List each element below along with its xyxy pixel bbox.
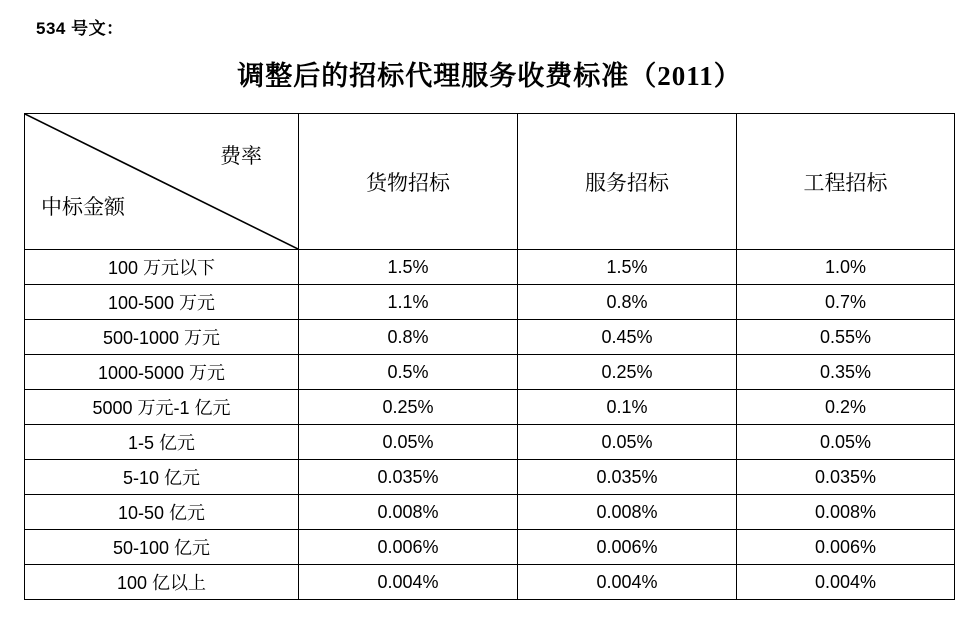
header-column-works: 工程招标 <box>737 114 955 250</box>
row-label: 10-50 亿元 <box>25 495 299 530</box>
cell-services: 1.5% <box>518 250 737 285</box>
row-label: 50-100 亿元 <box>25 530 299 565</box>
cell-services: 0.45% <box>518 320 737 355</box>
header-rate-label: 费率 <box>220 144 262 168</box>
cell-goods: 1.5% <box>299 250 518 285</box>
table-row <box>25 565 955 600</box>
row-label: 5000 万元-1 亿元 <box>25 390 299 425</box>
row-label: 100 亿以上 <box>25 565 299 600</box>
header-column-services: 服务招标 <box>518 114 737 250</box>
cell-works: 1.0% <box>737 250 955 285</box>
cell-goods: 0.05% <box>299 425 518 460</box>
table-row <box>25 355 955 390</box>
row-label: 500-1000 万元 <box>25 320 299 355</box>
cell-works: 0.008% <box>737 495 955 530</box>
cell-works: 0.7% <box>737 285 955 320</box>
cell-goods: 0.8% <box>299 320 518 355</box>
row-label: 100-500 万元 <box>25 285 299 320</box>
cell-goods: 0.035% <box>299 460 518 495</box>
table-row <box>25 320 955 355</box>
cell-works: 0.006% <box>737 530 955 565</box>
cell-goods: 1.1% <box>299 285 518 320</box>
cell-services: 0.006% <box>518 530 737 565</box>
cell-services: 0.05% <box>518 425 737 460</box>
row-label: 1-5 亿元 <box>25 425 299 460</box>
cell-services: 0.8% <box>518 285 737 320</box>
table-row <box>25 460 955 495</box>
table-header-row <box>25 114 955 250</box>
cell-services: 0.004% <box>518 565 737 600</box>
header-corner-cell <box>25 114 299 250</box>
cell-services: 0.25% <box>518 355 737 390</box>
cell-goods: 0.25% <box>299 390 518 425</box>
document-reference: 534 号文： <box>36 19 124 38</box>
cell-services: 0.008% <box>518 495 737 530</box>
cell-goods: 0.006% <box>299 530 518 565</box>
fee-standard-table-container <box>24 113 954 600</box>
table-row <box>25 250 955 285</box>
cell-works: 0.55% <box>737 320 955 355</box>
cell-works: 0.2% <box>737 390 955 425</box>
table-row <box>25 530 955 565</box>
cell-services: 0.1% <box>518 390 737 425</box>
row-label: 1000-5000 万元 <box>25 355 299 390</box>
cell-works: 0.05% <box>737 425 955 460</box>
cell-works: 0.35% <box>737 355 955 390</box>
page-title: 调整后的招标代理服务收费标准（2011） <box>237 61 742 91</box>
diagonal-divider-icon <box>25 114 298 249</box>
cell-services: 0.035% <box>518 460 737 495</box>
table-row <box>25 285 955 320</box>
row-label: 5-10 亿元 <box>25 460 299 495</box>
cell-works: 0.004% <box>737 565 955 600</box>
table-row <box>25 390 955 425</box>
table-row <box>25 495 955 530</box>
cell-goods: 0.004% <box>299 565 518 600</box>
cell-goods: 0.5% <box>299 355 518 390</box>
cell-works: 0.035% <box>737 460 955 495</box>
header-amount-label: 中标金额 <box>41 195 125 219</box>
cell-goods: 0.008% <box>299 495 518 530</box>
row-label: 100 万元以下 <box>25 250 299 285</box>
header-column-goods: 货物招标 <box>299 114 518 250</box>
table-row <box>25 425 955 460</box>
fee-standard-table <box>24 113 955 600</box>
